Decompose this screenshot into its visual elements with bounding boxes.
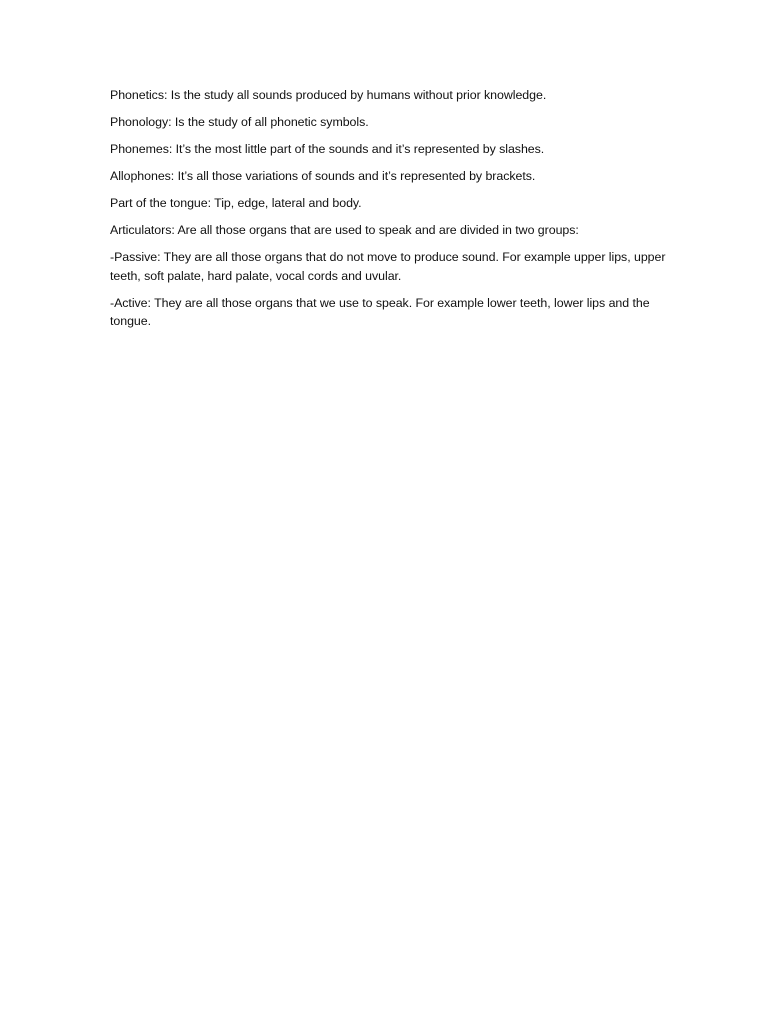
paragraph-phonetics: Phonetics: Is the study all sounds produced by humans without prior knowledge. bbox=[110, 88, 547, 102]
paragraph-allophones: Allophones: It’s all those variations of sounds and it’s represented by brackets. bbox=[110, 169, 536, 183]
paragraph-articulators: Articulators: Are all those organs that are used to speak and are divided in two groups: bbox=[110, 223, 579, 237]
document-body bbox=[110, 86, 670, 339]
paragraph-tongue-parts: Part of the tongue: Tip, edge, lateral and body. bbox=[110, 196, 362, 210]
paragraph-active: -Active: They are all those organs that we use to speak. For example lower teeth, lower lips and the tongue. bbox=[110, 295, 650, 328]
paragraph-phonemes: Phonemes: It’s the most little part of the sounds and it’s represented by slashes. bbox=[110, 142, 545, 156]
paragraph-phonology: Phonology: Is the study of all phonetic symbols. bbox=[110, 115, 369, 129]
paragraph-passive: -Passive: They are all those organs that do not move to produce sound. For example upper lips, upper teeth, soft palate, hard palate, vocal cords and uvular. bbox=[110, 250, 666, 283]
